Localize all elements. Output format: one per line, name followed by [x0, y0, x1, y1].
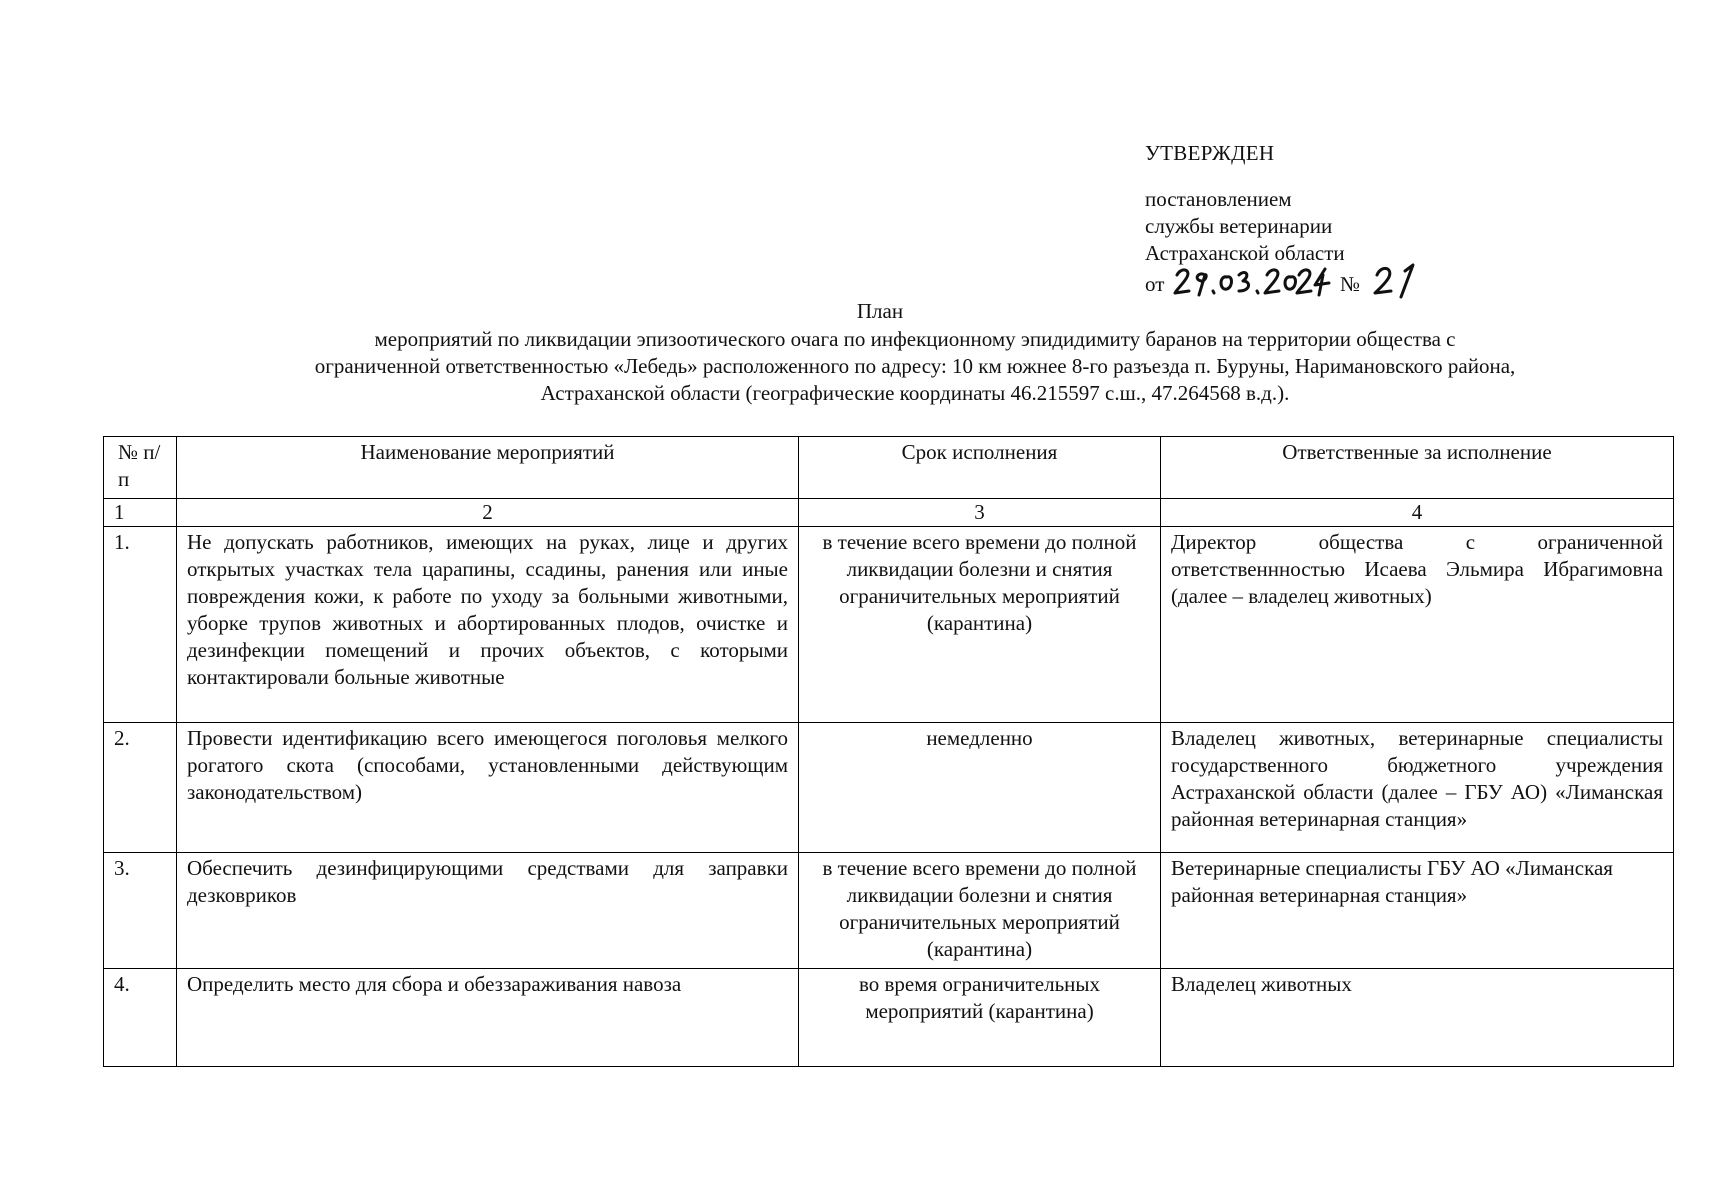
row-responsible: Директор общества с ограниченной ответственнностью Исаева Эльмира Ибрагимовна (далее – владелец животных) — [1161, 527, 1674, 723]
column-number-1: 1 — [104, 499, 177, 527]
subtitle-line-3: Астраханской области (географические координаты 46.215597 с.ш., 47.264568 в.д.). — [540, 381, 1290, 405]
approval-date-line — [1145, 267, 1361, 299]
table-row — [104, 723, 1674, 853]
table-row — [104, 527, 1674, 723]
row-responsible: Владелец животных — [1161, 969, 1674, 1067]
document-subtitle — [180, 326, 1650, 407]
plan-table — [103, 436, 1674, 1067]
column-number-row — [104, 499, 1674, 527]
date-prefix: от — [1145, 272, 1165, 296]
row-number: 3. — [104, 853, 177, 969]
approval-heading: УТВЕРЖДЕН — [1145, 141, 1275, 165]
row-deadline: в течение всего времени до полной ликвидации болезни и снятия ограничительных мероприятий (карантина) — [799, 853, 1161, 969]
subtitle-line-1: мероприятий по ликвидации эпизоотического очага по инфекционному эпидидимиту баранов на территории общества с — [374, 327, 1456, 351]
handwritten-number — [1371, 261, 1421, 299]
row-responsible: Владелец животных, ветеринарные специалисты государственного бюджетного учреждения Астраханской области (далее – ГБУ АО) «Лиманская районная ветеринарная станция» — [1161, 723, 1674, 853]
row-action: Обеспечить дезинфицирующими средствами для заправки дезковриков — [177, 853, 799, 969]
row-number: 2. — [104, 723, 177, 853]
header-action: Наименование мероприятий — [177, 437, 799, 499]
header-deadline: Срок исполнения — [799, 437, 1161, 499]
row-number: 1. — [104, 527, 177, 723]
row-deadline: во время ограничительных мероприятий (карантина) — [799, 969, 1161, 1067]
document-title: План — [856, 299, 904, 323]
table-header-row — [104, 437, 1674, 499]
table-row — [104, 969, 1674, 1067]
number-prefix: № — [1340, 272, 1361, 296]
column-number-2: 2 — [177, 499, 799, 527]
row-deadline: в течение всего времени до полной ликвидации болезни и снятия ограничительных мероприятий (карантина) — [799, 527, 1161, 723]
table-row — [104, 853, 1674, 969]
handwritten-date — [1171, 263, 1331, 299]
row-number: 4. — [104, 969, 177, 1067]
row-action: Провести идентификацию всего имеющегося поголовья мелкого рогатого скота (способами, установленными действующим законодательством) — [177, 723, 799, 853]
approval-line-1: постановлением — [1145, 187, 1292, 211]
subtitle-line-2: ограниченной ответственностью «Лебедь» расположенного по адресу: 10 км южнее 8-го разъезда п. Буруны, Наримановского района, — [314, 354, 1516, 378]
row-responsible: Ветеринарные специалисты ГБУ АО «Лиманская районная ветеринарная станция» — [1161, 853, 1674, 969]
column-number-3: 3 — [799, 499, 1161, 527]
header-number: № п/п — [104, 437, 177, 499]
header-responsible: Ответственные за исполнение — [1161, 437, 1674, 499]
row-action: Определить место для сбора и обеззараживания навоза — [177, 969, 799, 1067]
approval-block — [1145, 140, 1361, 299]
approval-line-2: службы ветеринарии — [1145, 214, 1333, 238]
row-deadline: немедленно — [799, 723, 1161, 853]
column-number-4: 4 — [1161, 499, 1674, 527]
approval-line-3: Астраханской области — [1145, 241, 1345, 265]
row-action: Не допускать работников, имеющих на руках, лице и других открытых участках тела царапины, ссадины, ранения или иные повреждения кожи, к работе по уходу за больными животными, уборке трупов животных и абортированных плодов, очистке и дезинфекции помещений и прочих объектов, с которыми контактировали больные животные — [177, 527, 799, 723]
